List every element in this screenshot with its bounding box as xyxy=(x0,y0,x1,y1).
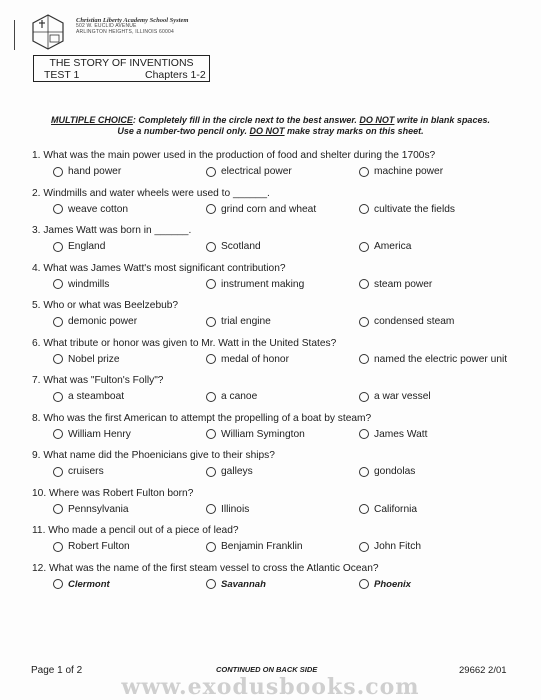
answer-label: Clermont xyxy=(68,578,110,590)
form-code: 29662 2/01 xyxy=(459,665,507,676)
answer-bubble[interactable] xyxy=(53,467,63,477)
answer-option[interactable] xyxy=(53,204,128,215)
answer-option[interactable] xyxy=(359,204,455,215)
answer-option[interactable] xyxy=(53,504,129,515)
answer-label: a steamboat xyxy=(68,391,125,402)
school-logo xyxy=(30,13,66,51)
answer-bubble[interactable] xyxy=(53,317,63,327)
answer-label: trial engine xyxy=(221,316,271,327)
answer-bubble[interactable] xyxy=(359,242,369,252)
answer-label: Savannah xyxy=(221,578,266,590)
answer-option[interactable] xyxy=(53,541,130,552)
answer-label: gondolas xyxy=(374,466,416,477)
answer-bubble[interactable] xyxy=(206,504,216,514)
answer-label: Benjamin Franklin xyxy=(221,541,303,552)
answer-option[interactable] xyxy=(53,429,131,440)
answer-label: America xyxy=(374,241,412,252)
answer-option[interactable] xyxy=(53,466,104,477)
answer-label: Scotland xyxy=(221,241,261,252)
answer-bubble[interactable] xyxy=(53,279,63,289)
answer-bubble[interactable] xyxy=(359,504,369,514)
question-4 xyxy=(0,261,541,299)
question-5 xyxy=(0,298,541,336)
test-title-box xyxy=(33,55,210,82)
answer-label: Nobel prize xyxy=(68,353,120,365)
question-2 xyxy=(0,186,541,224)
question-text: 9. What name did the Phoenicians give to their ships? xyxy=(32,450,275,461)
answer-label: machine power xyxy=(374,166,444,177)
answer-bubble[interactable] xyxy=(53,242,63,252)
answer-label: cultivate the fields xyxy=(374,203,455,215)
question-text: 8. Who was the first American to attempt the propelling of a boat by steam? xyxy=(32,412,372,424)
answer-label: Robert Fulton xyxy=(68,541,130,552)
question-8 xyxy=(0,411,541,449)
answer-option[interactable] xyxy=(359,241,411,252)
answer-bubble[interactable] xyxy=(359,542,369,552)
answer-label: named the electric power unit xyxy=(374,353,508,365)
answer-label: cruisers xyxy=(68,466,104,477)
answer-option[interactable] xyxy=(359,541,421,552)
question-text: 7. What was "Fulton's Folly"? xyxy=(32,375,164,386)
answer-option[interactable] xyxy=(206,579,266,590)
answer-bubble[interactable] xyxy=(359,429,369,439)
question-6 xyxy=(0,336,541,374)
answer-bubble[interactable] xyxy=(53,167,63,177)
answer-bubble[interactable] xyxy=(206,467,216,477)
question-12 xyxy=(0,561,541,599)
answer-bubble[interactable] xyxy=(359,467,369,477)
instructions-text: write in blank spaces. xyxy=(394,115,490,125)
question-text: 12. What was the name of the first steam vessel to cross the Atlantic Ocean? xyxy=(32,562,379,574)
answer-option[interactable] xyxy=(359,429,427,440)
answer-bubble[interactable] xyxy=(53,354,63,364)
answer-option[interactable] xyxy=(53,391,124,402)
answer-option[interactable] xyxy=(359,579,411,590)
answer-label: William Symington xyxy=(221,428,305,440)
answer-option[interactable] xyxy=(206,541,303,552)
instructions-text: make stray marks on this sheet. xyxy=(284,126,424,136)
question-10 xyxy=(0,486,541,524)
answer-bubble[interactable] xyxy=(359,392,369,402)
answer-option[interactable] xyxy=(206,391,257,402)
instructions-emphasis: DO NOT xyxy=(359,115,395,125)
answer-option[interactable] xyxy=(53,241,105,252)
answer-bubble[interactable] xyxy=(206,392,216,402)
answer-label: grind corn and wheat xyxy=(221,203,317,215)
answer-label: windmills xyxy=(68,278,110,290)
instructions-emphasis: DO NOT xyxy=(249,126,285,136)
answer-option[interactable] xyxy=(206,354,289,365)
test-number: TEST 1 xyxy=(44,69,80,81)
answer-option[interactable] xyxy=(206,204,316,215)
question-text: 2. Windmills and water wheels were used to ______. xyxy=(32,187,270,199)
answer-bubble[interactable] xyxy=(359,354,369,364)
question-text: 10. Where was Robert Fulton born? xyxy=(32,487,194,499)
answer-label: demonic power xyxy=(68,316,138,327)
answer-option[interactable] xyxy=(53,166,121,177)
question-11 xyxy=(0,523,541,561)
answer-bubble[interactable] xyxy=(359,279,369,289)
answer-option[interactable] xyxy=(206,166,292,177)
answer-bubble[interactable] xyxy=(206,542,216,552)
answer-option[interactable] xyxy=(206,279,304,290)
answer-bubble[interactable] xyxy=(206,354,216,364)
answer-label: steam power xyxy=(374,278,433,290)
answer-label: electrical power xyxy=(221,166,292,177)
answer-bubble[interactable] xyxy=(206,279,216,289)
margin-line xyxy=(14,20,15,50)
answer-label: galleys xyxy=(221,466,253,477)
answer-label: Phoenix xyxy=(374,578,411,590)
question-3 xyxy=(0,223,541,261)
watermark: www.exodusbooks.com xyxy=(121,674,420,700)
answer-option[interactable] xyxy=(359,391,431,402)
instructions-text: Use a number-two pencil only. xyxy=(117,126,250,136)
answer-option[interactable] xyxy=(359,466,415,477)
answer-bubble[interactable] xyxy=(359,317,369,327)
question-9 xyxy=(0,448,541,486)
answer-label: California xyxy=(374,503,418,515)
answer-bubble[interactable] xyxy=(206,579,216,589)
answer-option[interactable] xyxy=(359,354,507,365)
school-address-line2: ARLINGTON HEIGHTS, ILLINOIS 60004 xyxy=(76,29,174,36)
answer-label: a war vessel xyxy=(374,391,431,402)
test-title: THE STORY OF INVENTIONS xyxy=(49,57,194,69)
question-text: 3. James Watt was born in ______. xyxy=(32,225,192,236)
answer-option[interactable] xyxy=(206,429,305,440)
answer-label: medal of honor xyxy=(221,353,289,365)
continued-note: CONTINUED ON BACK SIDE xyxy=(216,665,318,674)
answer-option[interactable] xyxy=(53,316,137,327)
question-text: 6. What tribute or honor was given to Mr. Watt in the United States? xyxy=(32,337,337,349)
answer-label: James Watt xyxy=(374,428,428,440)
answer-option[interactable] xyxy=(206,316,271,327)
school-name: Christian Liberty Academy School System xyxy=(76,17,189,24)
answer-label: hand power xyxy=(68,166,122,177)
answer-bubble[interactable] xyxy=(53,579,63,589)
answer-bubble[interactable] xyxy=(206,242,216,252)
answer-option[interactable] xyxy=(53,279,109,290)
answer-bubble[interactable] xyxy=(206,167,216,177)
answer-option[interactable] xyxy=(359,279,432,290)
answer-option[interactable] xyxy=(206,466,253,477)
answer-option[interactable] xyxy=(359,504,417,515)
answer-bubble[interactable] xyxy=(53,429,63,439)
question-text: 1. What was the main power used in the production of food and shelter during the 1700s? xyxy=(32,150,436,161)
answer-option[interactable] xyxy=(53,354,120,365)
answer-bubble[interactable] xyxy=(206,317,216,327)
school-address-line1: 502 W. EUCLID AVENUE xyxy=(76,23,137,30)
answer-label: condensed steam xyxy=(374,316,455,327)
answer-bubble[interactable] xyxy=(53,504,63,514)
page-number: Page 1 of 2 xyxy=(31,665,83,676)
answer-option[interactable] xyxy=(359,166,443,177)
instructions-text: : Completely fill in the circle next to the best answer. xyxy=(132,115,360,125)
answer-label: Illinois xyxy=(221,503,250,515)
answer-option[interactable] xyxy=(359,316,454,327)
test-chapters: Chapters 1-2 xyxy=(145,69,206,81)
answer-label: weave cotton xyxy=(68,203,129,215)
answer-label: John Fitch xyxy=(374,541,421,552)
instructions-label: MULTIPLE CHOICE xyxy=(51,115,133,125)
answer-label: instrument making xyxy=(221,278,305,290)
instructions xyxy=(0,115,541,137)
answer-bubble[interactable] xyxy=(206,429,216,439)
question-list xyxy=(0,148,541,598)
answer-bubble[interactable] xyxy=(359,204,369,214)
answer-bubble[interactable] xyxy=(206,204,216,214)
school-header xyxy=(76,17,188,36)
answer-label: England xyxy=(68,241,106,252)
answer-bubble[interactable] xyxy=(53,392,63,402)
answer-label: Pennsylvania xyxy=(68,503,129,515)
answer-option[interactable] xyxy=(206,504,249,515)
question-text: 4. What was James Watt's most significant contribution? xyxy=(32,262,286,274)
answer-bubble[interactable] xyxy=(53,542,63,552)
question-text: 11. Who made a pencil out of a piece of lead? xyxy=(32,525,239,536)
answer-bubble[interactable] xyxy=(359,579,369,589)
answer-option[interactable] xyxy=(53,579,110,590)
question-text: 5. Who or what was Beelzebub? xyxy=(32,300,179,311)
answer-bubble[interactable] xyxy=(359,167,369,177)
answer-label: William Henry xyxy=(68,428,131,440)
instructions-line2 xyxy=(0,126,541,137)
answer-bubble[interactable] xyxy=(53,204,63,214)
question-1 xyxy=(0,148,541,186)
question-7 xyxy=(0,373,541,411)
instructions-line1 xyxy=(0,115,541,126)
answer-option[interactable] xyxy=(206,241,261,252)
answer-label: a canoe xyxy=(221,391,258,402)
